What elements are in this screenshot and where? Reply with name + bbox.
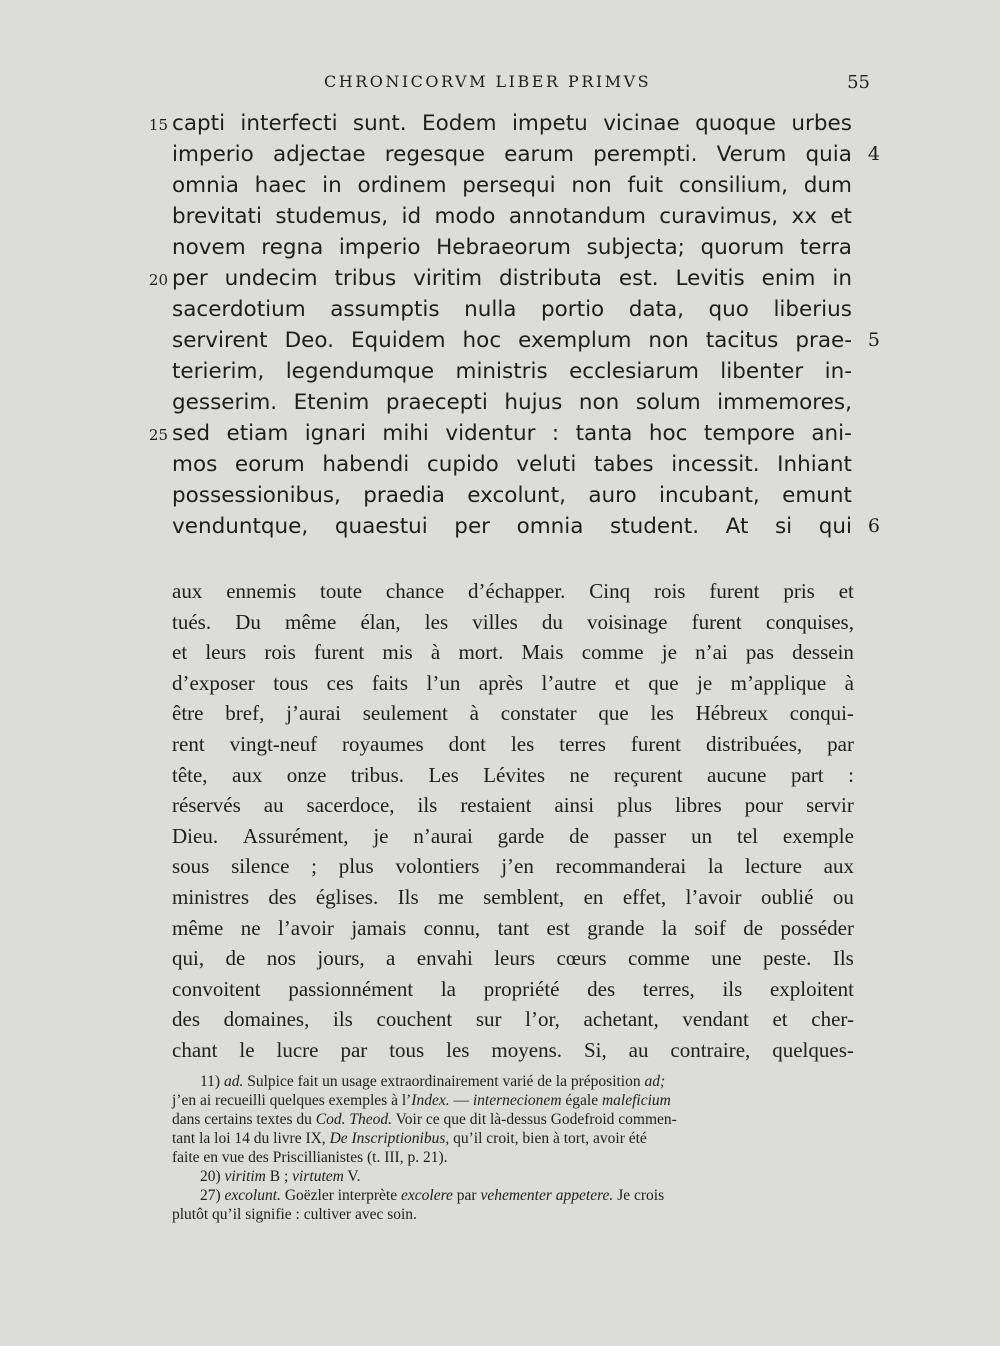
french-translation-block [172, 576, 854, 1066]
latin-line-text: mos eorum habendi cupido veluti tabes incessit. Inhiant [172, 452, 852, 477]
latin-line [148, 108, 872, 139]
latin-line-text: novem regna imperio Hebraeorum subjecta; quorum terra [172, 235, 852, 260]
french-line: qui, de nos jours, a envahi leurs cœurs comme une peste. Ils [172, 946, 854, 971]
footnote-11: 11) ad. Sulpice fait un usage extraordinairement varié de la préposition ad; [200, 1073, 666, 1090]
footnote-11-cont-1: j’en ai recueilli quelques exemples à l’Index. — internecionem égale maleficium [172, 1092, 671, 1109]
latin-line [172, 511, 880, 542]
french-line: réservés au sacerdoce, ils restaient ainsi plus libres pour servir [172, 793, 854, 818]
french-line: et leurs rois furent mis à mort. Mais comme je n’ai pas dessein [172, 640, 854, 665]
french-line: chant le lucre par tous les moyens. Si, au contraire, quelques- [172, 1037, 854, 1062]
latin-line-text: terierim, legendumque ministris ecclesiarum libenter in- [172, 359, 852, 384]
french-line: tête, aux onze tribus. Les Lévites ne reçurent aucune part : [172, 762, 854, 787]
running-title: CHRONICORVM LIBER PRIMVS [324, 72, 652, 91]
latin-line [172, 201, 872, 232]
latin-line-text: per undecim tribus viritim distributa est. Levitis enim in [172, 266, 852, 291]
footnotes [172, 1072, 858, 1224]
latin-line-text: gesserim. Etenim praecepti hujus non solum immemores, [172, 390, 852, 415]
french-line: même ne l’avoir jamais connu, tant est grande la soif de posséder [172, 915, 854, 940]
latin-line [172, 449, 872, 480]
latin-line-text: possessionibus, praedia excolunt, auro incubant, emunt [172, 483, 852, 508]
french-line: tués. Du même élan, les villes du voisinage furent conquises, [172, 609, 854, 634]
latin-line [172, 232, 872, 263]
latin-line [172, 325, 880, 356]
latin-line-text: venduntque, quaestui per omnia student. At si qui [172, 514, 852, 539]
latin-line [172, 356, 872, 387]
latin-line [172, 294, 872, 325]
french-line: aux ennemis toute chance d’échapper. Cinq rois furent pris et [172, 579, 854, 603]
latin-line [172, 387, 872, 418]
latin-line-text: servirent Deo. Equidem hoc exemplum non tacitus prae- [172, 328, 852, 353]
latin-line [172, 480, 872, 511]
latin-line-text: sacerdotium assumptis nulla portio data, quo liberius [172, 297, 852, 322]
latin-line-text: imperio adjectae regesque earum perempti. Verum quia [172, 142, 852, 167]
line-number: 20 [148, 271, 168, 289]
footnote-27: 27) excolunt. Goëzler interprète excolere par vehementer appetere. Je crois [200, 1187, 665, 1204]
footnote-11-cont-4: faite en vue des Priscillianistes (t. III, p. 21). [172, 1149, 448, 1166]
french-line: d’exposer tous ces faits l’un après l’autre et que je m’applique à [172, 670, 854, 695]
latin-line [172, 139, 880, 170]
latin-line-text: omnia haec in ordinem persequi non fuit consilium, dum [172, 173, 852, 198]
latin-text-block [148, 108, 880, 542]
footnote-20: 20) viritim B ; virtutem V. [200, 1168, 361, 1185]
line-number: 15 [148, 116, 168, 134]
line-number: 25 [148, 426, 168, 444]
latin-line [172, 170, 872, 201]
footnote-11-cont-2: dans certains textes du Cod. Theod. Voir ce que dit là-dessus Godefroid commen- [172, 1111, 677, 1128]
french-line: ministres des églises. Ils me semblent, en effet, l’avoir oublié ou [172, 884, 854, 909]
page-number: 55 [847, 72, 870, 93]
french-line: être bref, j’aurai seulement à constater que les Hébreux conqui- [172, 701, 854, 726]
latin-line-text: capti interfecti sunt. Eodem impetu vicinae quoque urbes [172, 111, 852, 136]
latin-line [148, 263, 872, 294]
french-line: sous silence ; plus volontiers j’en recommanderai la lecture aux [172, 854, 854, 879]
footnote-27-cont: plutôt qu’il signifie : cultiver avec soin. [172, 1206, 417, 1223]
latin-line-text: sed etiam ignari mihi videntur : tanta hoc tempore ani- [172, 421, 852, 446]
margin-chapter-number: 5 [867, 329, 880, 351]
latin-line [148, 418, 872, 449]
french-line: Dieu. Assurément, je n’aurai garde de passer un tel exemple [172, 823, 854, 848]
latin-line-text: brevitati studemus, id modo annotandum curavimus, xx et [172, 204, 852, 229]
french-line: convoitent passionnément la propriété des terres, ils exploitent [172, 976, 854, 1001]
margin-chapter-number: 4 [867, 143, 880, 165]
french-line: des domaines, ils couchent sur l’or, achetant, vendant et cher- [172, 1007, 854, 1032]
footnote-11-cont-3: tant la loi 14 du livre IX, De Inscriptionibus, qu’il croit, bien à tort, avoir été [172, 1130, 647, 1147]
margin-chapter-number: 6 [867, 515, 880, 537]
french-line: rent vingt-neuf royaumes dont les terres furent distribuées, par [172, 731, 854, 756]
